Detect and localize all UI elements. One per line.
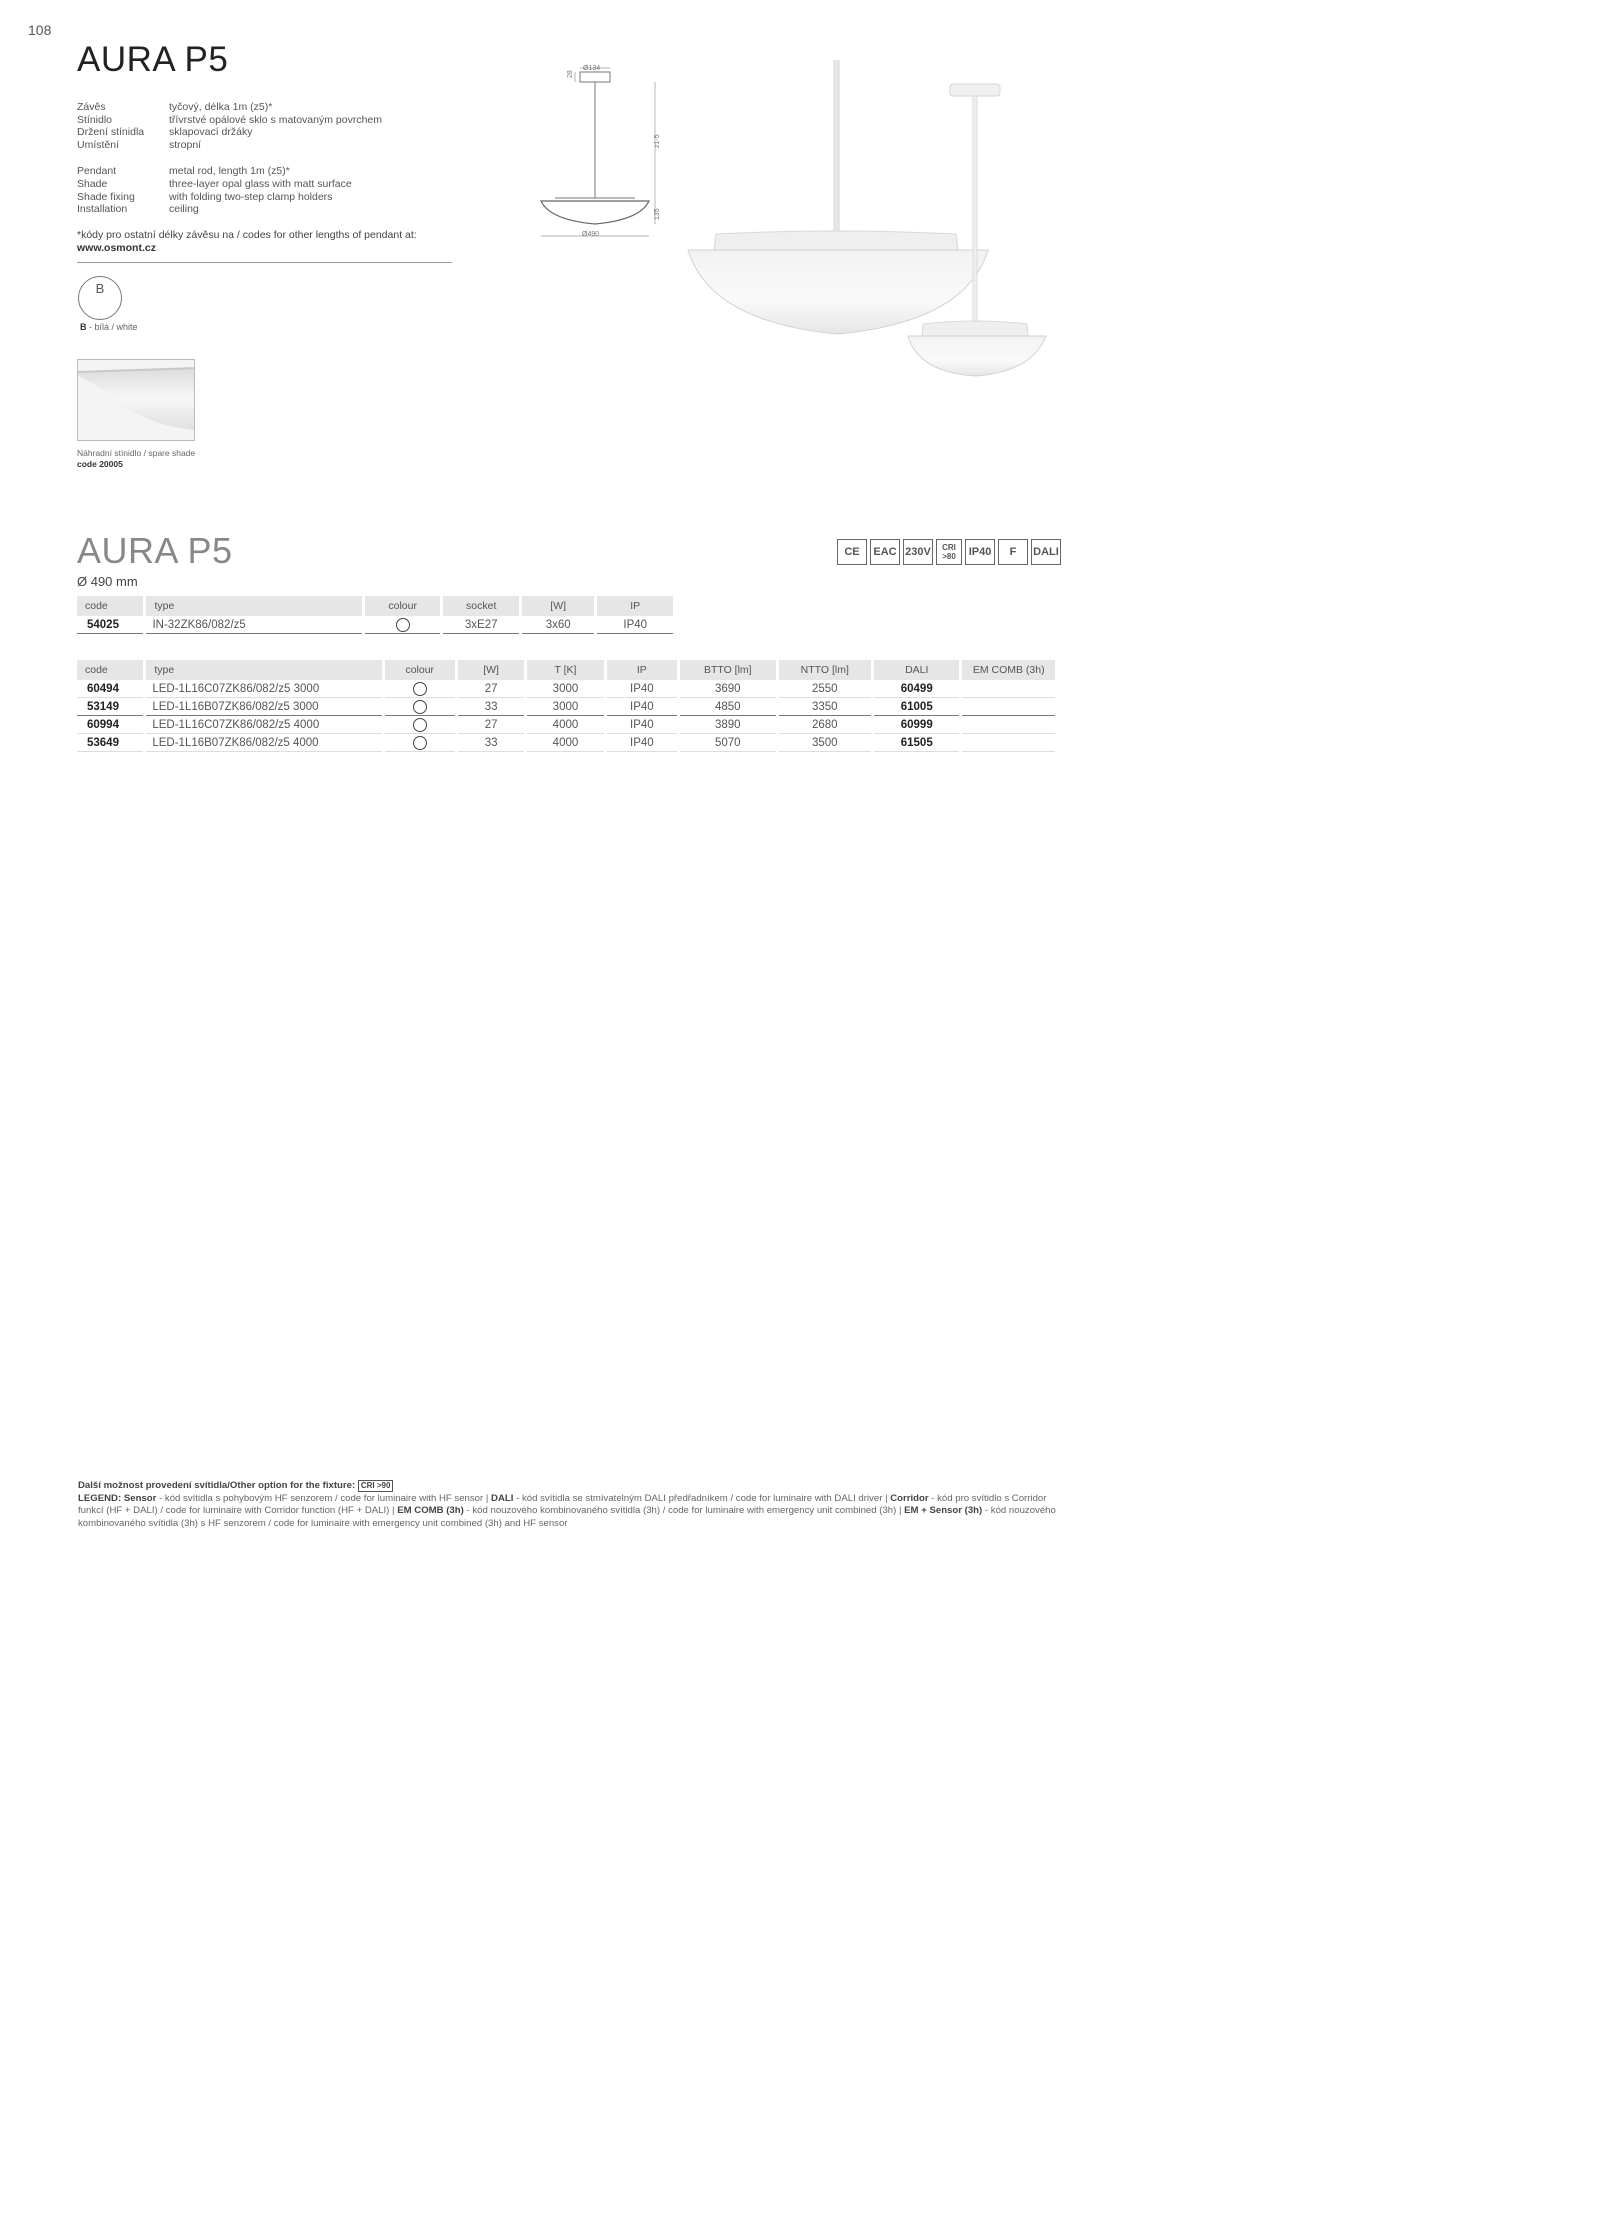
voltage-230v-icon: 230V <box>903 539 933 565</box>
certification-icons <box>837 539 1061 565</box>
product-photo <box>686 60 1056 382</box>
cell-temp: 4000 <box>527 716 603 734</box>
dim-canopy-height: 28 <box>567 70 574 78</box>
colour-white-icon <box>396 618 410 632</box>
product-title: AURA P5 <box>77 40 229 79</box>
spec-row <box>77 101 382 114</box>
cell-btto: 4850 <box>680 698 776 716</box>
cell-colour <box>385 680 455 698</box>
col-header-code: code <box>77 660 143 680</box>
cell-code: 53649 <box>77 734 143 752</box>
spec-row <box>77 178 382 191</box>
spec-value: three-layer opal glass with matt surface <box>169 177 352 190</box>
other-option-text: Další možnost provedení svítidla/Other option for the fixture: <box>78 1480 356 1491</box>
legend-emcomb-text: - kód nouzového kombinovaného svítidla (3h) / code for luminaire with emergency unit combined (3h) | <box>463 1505 905 1517</box>
col-header-btto: BTTO [lm] <box>680 660 776 680</box>
cell-watt: 3x60 <box>522 616 594 634</box>
cell-code: 53149 <box>77 698 143 716</box>
pendant-note <box>77 229 417 255</box>
col-header-watt: [W] <box>522 596 594 616</box>
spec-value: with folding two-step clamp holders <box>169 190 333 203</box>
dim-shade-diameter: Ø490 <box>582 231 600 238</box>
col-header-em-comb: EM COMB (3h) <box>962 660 1055 680</box>
cri-80-icon: CRI >80 <box>936 539 962 565</box>
f-mark-icon: F <box>998 539 1028 565</box>
cell-colour <box>385 716 455 734</box>
cell-ntto: 3350 <box>779 698 871 716</box>
cell-btto: 5070 <box>680 734 776 752</box>
cell-type: IN-32ZK86/082/z5 <box>146 616 361 634</box>
col-header-code: code <box>77 596 143 616</box>
cell-type: LED-1L16B07ZK86/082/z5 4000 <box>146 734 381 752</box>
col-header-colour: colour <box>385 660 455 680</box>
spec-row <box>77 114 382 127</box>
cell-code: 60994 <box>77 716 143 734</box>
cell-em-comb <box>962 698 1055 716</box>
legend-sensor-label: Sensor <box>123 1492 157 1504</box>
col-header-socket: socket <box>443 596 519 616</box>
cell-ip: IP40 <box>607 680 677 698</box>
cell-ip: IP40 <box>597 616 673 634</box>
legend-corridor-text: - kód pro svítidlo s Corridor funkcí (HF + DALI) / code for luminaire with Corridor function (HF + DALI) | <box>78 1492 1047 1517</box>
legend-dali-label: DALI <box>491 1492 514 1504</box>
cell-code: 60494 <box>77 680 143 698</box>
cell-em-comb <box>962 680 1055 698</box>
colour-white-icon <box>413 736 427 750</box>
legend-emsensor-text: - kód nouzového kombinovaného svítidla (3h) s HF senzorem / code for luminaire with emergency unit combined (3h) and HF sensor <box>78 1505 1056 1529</box>
cell-ip: IP40 <box>607 698 677 716</box>
table-header-row <box>77 660 1055 680</box>
colour-white-icon <box>413 682 427 696</box>
table-row <box>77 734 1055 752</box>
dim-shade-height: 135 <box>654 208 661 220</box>
spare-shade-label <box>77 448 195 470</box>
col-header-type: type <box>146 660 381 680</box>
divider <box>77 262 452 263</box>
spare-shade-code: code 20005 <box>77 459 123 469</box>
cell-temp: 3000 <box>527 698 603 716</box>
cell-watt: 33 <box>458 698 524 716</box>
spec-key: Shade <box>77 177 108 190</box>
spec-row <box>77 165 382 178</box>
cell-socket: 3xE27 <box>443 616 519 634</box>
cell-temp: 4000 <box>527 734 603 752</box>
spare-shade-text: Náhradní stínidlo / spare shade <box>77 448 196 458</box>
note-text: *kódy pro ostatní délky závěsu na / codes for other lengths of pendant at: <box>77 229 417 241</box>
spec-key: Držení stínidla <box>77 126 145 139</box>
spare-shade-image <box>77 359 195 441</box>
cell-ip: IP40 <box>607 734 677 752</box>
legend-text <box>78 1493 1058 1531</box>
footer-legend <box>78 1480 1058 1530</box>
spec-key: Shade fixing <box>77 190 135 203</box>
spec-key: Installation <box>77 203 128 216</box>
col-header-ip: IP <box>607 660 677 680</box>
spec-row <box>77 191 382 204</box>
cell-dali: 60499 <box>874 680 959 698</box>
spec-key: Pendant <box>77 165 117 178</box>
legend-emsensor-label: EM + Sensor (3h) <box>904 1505 983 1517</box>
cell-code: 54025 <box>77 616 143 634</box>
col-header-type: type <box>146 596 361 616</box>
spec-value: metal rod, length 1m (z5)* <box>169 165 290 178</box>
page-number: 108 <box>28 22 52 38</box>
spec-list <box>77 101 382 216</box>
colour-label <box>80 322 138 332</box>
spec-value: ceiling <box>169 203 199 216</box>
cell-ntto: 2550 <box>779 680 871 698</box>
technical-drawing <box>535 58 665 240</box>
cell-temp: 3000 <box>527 680 603 698</box>
spec-value: tyčový, délka 1m (z5)* <box>169 101 273 113</box>
cell-dali: 61005 <box>874 698 959 716</box>
ce-mark-icon: CE <box>837 539 867 565</box>
colour-white-icon <box>413 700 427 714</box>
table-row <box>77 680 1055 698</box>
cell-colour <box>385 698 455 716</box>
cell-type: LED-1L16C07ZK86/082/z5 4000 <box>146 716 381 734</box>
cell-btto: 3690 <box>680 680 776 698</box>
dim-pendant-length: z1-5 <box>654 134 661 148</box>
table-led <box>74 660 1058 752</box>
cell-colour <box>385 734 455 752</box>
spec-row <box>77 203 382 216</box>
colour-name: - bílá / white <box>86 322 138 332</box>
cell-watt: 27 <box>458 680 524 698</box>
spec-key: Stínidlo <box>77 113 113 126</box>
cell-dali: 61505 <box>874 734 959 752</box>
ip40-icon: IP40 <box>965 539 995 565</box>
spec-value: třívrstvé opálové sklo s matovaným povrchem <box>169 113 382 126</box>
cell-colour <box>365 616 441 634</box>
spec-key: Umístění <box>77 138 120 151</box>
eac-mark-icon: EAC <box>870 539 900 565</box>
col-header-ip: IP <box>597 596 673 616</box>
spec-row <box>77 139 382 152</box>
cell-type: LED-1L16B07ZK86/082/z5 3000 <box>146 698 381 716</box>
dali-icon: DALI <box>1031 539 1061 565</box>
dim-top-diameter: Ø134 <box>583 65 601 72</box>
spec-value: sklapovací držáky <box>169 126 253 139</box>
col-header-ntto: NTTO [lm] <box>779 660 871 680</box>
cell-em-comb <box>962 734 1055 752</box>
section-title: AURA P5 <box>77 530 233 571</box>
colour-code: B <box>80 322 87 332</box>
table-header-row <box>77 596 673 616</box>
spec-key: Závěs <box>77 101 106 113</box>
legend-sensor-text: - kód svítidla s pohybovým HF senzorem / code for luminaire with HF sensor | <box>156 1492 492 1504</box>
website-link[interactable]: www.osmont.cz <box>77 242 156 254</box>
cell-watt: 33 <box>458 734 524 752</box>
legend-dali-text: - kód svítidla se stmívatelným DALI předřadníkem / code for luminaire with DALI driver | <box>513 1492 891 1504</box>
cell-dali: 60999 <box>874 716 959 734</box>
col-header-dali: DALI <box>874 660 959 680</box>
col-header-watt: [W] <box>458 660 524 680</box>
legend-emcomb-label: EM COMB (3h) <box>397 1505 464 1517</box>
spec-row <box>77 126 382 139</box>
col-header-colour: colour <box>365 596 441 616</box>
cell-ntto: 3500 <box>779 734 871 752</box>
cell-watt: 27 <box>458 716 524 734</box>
cell-btto: 3890 <box>680 716 776 734</box>
cri-90-icon: CRI >90 <box>358 1480 394 1492</box>
cell-ip: IP40 <box>607 716 677 734</box>
colour-white-icon <box>413 718 427 732</box>
table-row <box>77 698 1055 716</box>
table-row <box>77 616 673 634</box>
col-header-temp: T [K] <box>527 660 603 680</box>
spec-value: stropní <box>169 138 202 151</box>
table-row <box>77 716 1055 734</box>
cell-type: LED-1L16C07ZK86/082/z5 3000 <box>146 680 381 698</box>
legend-corridor-label: Corridor <box>890 1492 929 1504</box>
other-option-line <box>78 1480 1058 1493</box>
section-diameter: Ø 490 mm <box>77 574 138 589</box>
table-incandescent <box>74 596 676 634</box>
colour-swatch-white: B <box>78 276 122 320</box>
cell-ntto: 2680 <box>779 716 871 734</box>
cell-em-comb <box>962 716 1055 734</box>
legend-label: LEGEND: <box>78 1492 122 1504</box>
